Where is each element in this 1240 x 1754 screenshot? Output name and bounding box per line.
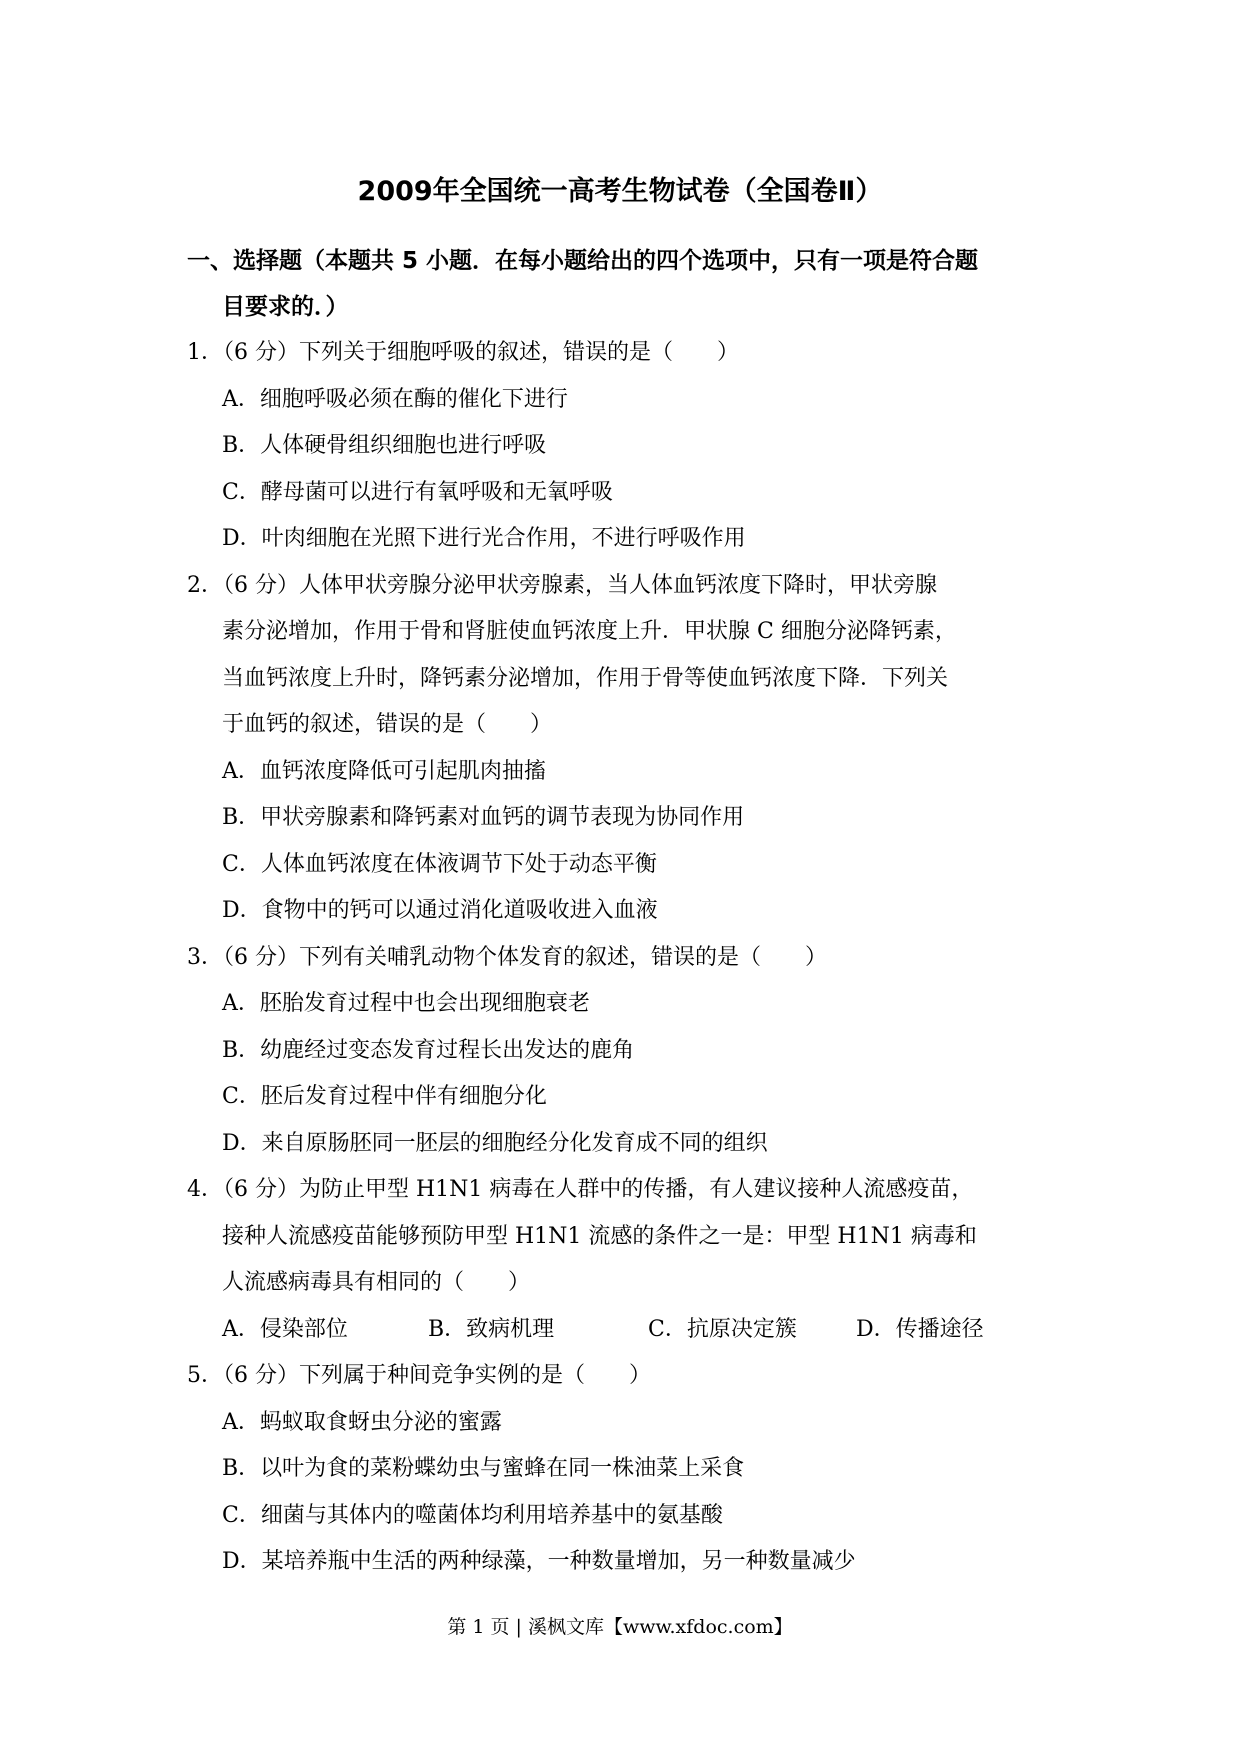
question-2-stem-line4: 于血钙的叙述，错误的是（ ） [222, 712, 553, 737]
question-1-option-d: D．叶肉细胞在光照下进行光合作用，不进行呼吸作用 [222, 526, 746, 551]
question-2-stem-line2: 素分泌增加，作用于骨和肾脏使血钙浓度上升．甲状腺 C 细胞分泌降钙素， [222, 619, 957, 644]
question-1-option-c: C．酵母菌可以进行有氧呼吸和无氧呼吸 [222, 480, 613, 505]
page-footer: 第 1 页 | 溪枫文库【www.xfdoc.com】 [447, 1616, 793, 1638]
question-2-stem-line1: 2．（6 分）人体甲状旁腺分泌甲状旁腺素，当人体血钙浓度下降时，甲状旁腺 [187, 573, 937, 598]
question-3-option-b: B．幼鹿经过变态发育过程长出发达的鹿角 [222, 1038, 635, 1063]
question-5-stem: 5．（6 分）下列属于种间竞争实例的是（ ） [187, 1363, 651, 1388]
question-2-option-d: D．食物中的钙可以通过消化道吸收进入血液 [222, 898, 658, 923]
question-4-option-d: D．传播途径 [856, 1317, 984, 1342]
question-4-option-c: C．抗原决定簇 [648, 1317, 797, 1342]
question-3-option-d: D．来自原肠胚同一胚层的细胞经分化发育成不同的组织 [222, 1131, 768, 1156]
section-heading-line2: 目要求的．） [222, 294, 349, 320]
question-5-option-d: D．某培养瓶中生活的两种绿藻，一种数量增加，另一种数量减少 [222, 1549, 856, 1574]
question-4-stem-line1: 4．（6 分）为防止甲型 H1N1 病毒在人群中的传播，有人建议接种人流感疫苗， [187, 1177, 974, 1202]
question-2-option-b: B．甲状旁腺素和降钙素对血钙的调节表现为协同作用 [222, 805, 745, 830]
question-3-stem: 3．（6 分）下列有关哺乳动物个体发育的叙述，错误的是（ ） [187, 945, 827, 970]
question-4-option-a: A．侵染部位 [222, 1317, 348, 1342]
page-title: 2009年全国统一高考生物试卷（全国卷Ⅱ） [357, 176, 883, 207]
question-3-option-a: A．胚胎发育过程中也会出现细胞衰老 [222, 991, 590, 1016]
section-heading-line1: 一、选择题（本题共 5 小题．在每小题给出的四个选项中，只有一项是符合题 [187, 248, 979, 274]
question-4-option-b: B．致病机理 [428, 1317, 555, 1342]
question-2-option-a: A．血钙浓度降低可引起肌肉抽搐 [222, 759, 546, 784]
question-5-option-a: A．蚂蚁取食蚜虫分泌的蜜露 [222, 1410, 502, 1435]
question-5-option-b: B．以叶为食的菜粉蝶幼虫与蜜蜂在同一株油菜上采食 [222, 1456, 745, 1481]
question-4-stem-line2: 接种人流感疫苗能够预防甲型 H1N1 流感的条件之一是：甲型 H1N1 病毒和 [222, 1224, 977, 1249]
question-2-stem-line3: 当血钙浓度上升时，降钙素分泌增加，作用于骨等使血钙浓度下降．下列关 [222, 666, 949, 691]
question-5-option-c: C．细菌与其体内的噬菌体均利用培养基中的氨基酸 [222, 1503, 723, 1528]
question-1-option-b: B．人体硬骨组织细胞也进行呼吸 [222, 433, 547, 458]
question-4-stem-line3: 人流感病毒具有相同的（ ） [222, 1270, 531, 1295]
question-1-option-a: A．细胞呼吸必须在酶的催化下进行 [222, 387, 568, 412]
question-2-option-c: C．人体血钙浓度在体液调节下处于动态平衡 [222, 852, 657, 877]
question-1-stem: 1．（6 分）下列关于细胞呼吸的叙述，错误的是（ ） [187, 340, 739, 365]
section-heading [187, 238, 1067, 330]
question-3-option-c: C．胚后发育过程中伴有细胞分化 [222, 1084, 547, 1109]
